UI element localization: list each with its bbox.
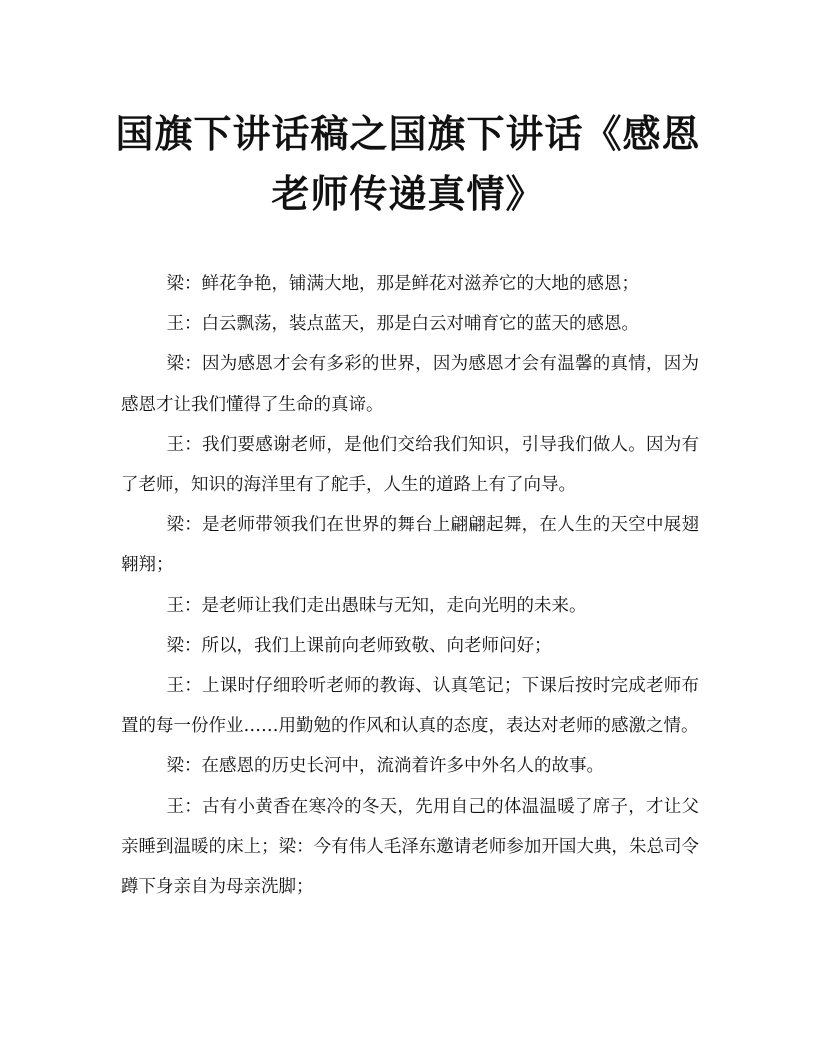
paragraph: 王：白云飘荡，装点蓝天，那是白云对哺育它的蓝天的感恩。 <box>166 314 639 335</box>
paragraph: 梁：鲜花争艳，铺满大地，那是鲜花对滋养它的大地的感恩； <box>166 274 639 294</box>
document-body <box>121 264 699 907</box>
paragraph: 梁：在感恩的历史长河中，流淌着许多中外名人的故事。 <box>166 756 604 777</box>
document-title: 国旗下讲话稿之国旗下讲话《感恩老师传递真情》 <box>115 111 701 216</box>
paragraph: 梁：因为感恩才会有多彩的世界，因为感恩才会有温馨的真情，因为感恩才让我们懂得了生命的真谛。 <box>121 354 699 415</box>
paragraph: 王：是老师让我们走出愚昧与无知，走向光明的未来。 <box>166 595 587 616</box>
paragraph: 王：古有小黄香在寒冷的冬天，先用自己的体温温暖了席子，才让父亲睡到温暖的床上；梁：今有伟人毛泽东邀请老师参加开国大典，朱总司令蹲下身亲自为母亲洗脚； <box>121 796 699 898</box>
paragraph: 梁：是老师带领我们在世界的舞台上翩翩起舞，在人生的天空中展翅翱翔； <box>121 515 699 576</box>
paragraph: 王：我们要感谢老师，是他们交给我们知识，引导我们做人。因为有了老师，知识的海洋里有了舵手，人生的道路上有了向导。 <box>121 434 699 496</box>
paragraph: 梁：所以，我们上课前向老师致敬、向老师问好； <box>166 635 552 656</box>
paragraph: 王：上课时仔细聆听老师的教诲、认真笔记；下课后按时完成老师布置的每一份作业……用勤勉的作风和认真的态度，表达对老师的感激之情。 <box>121 676 699 737</box>
